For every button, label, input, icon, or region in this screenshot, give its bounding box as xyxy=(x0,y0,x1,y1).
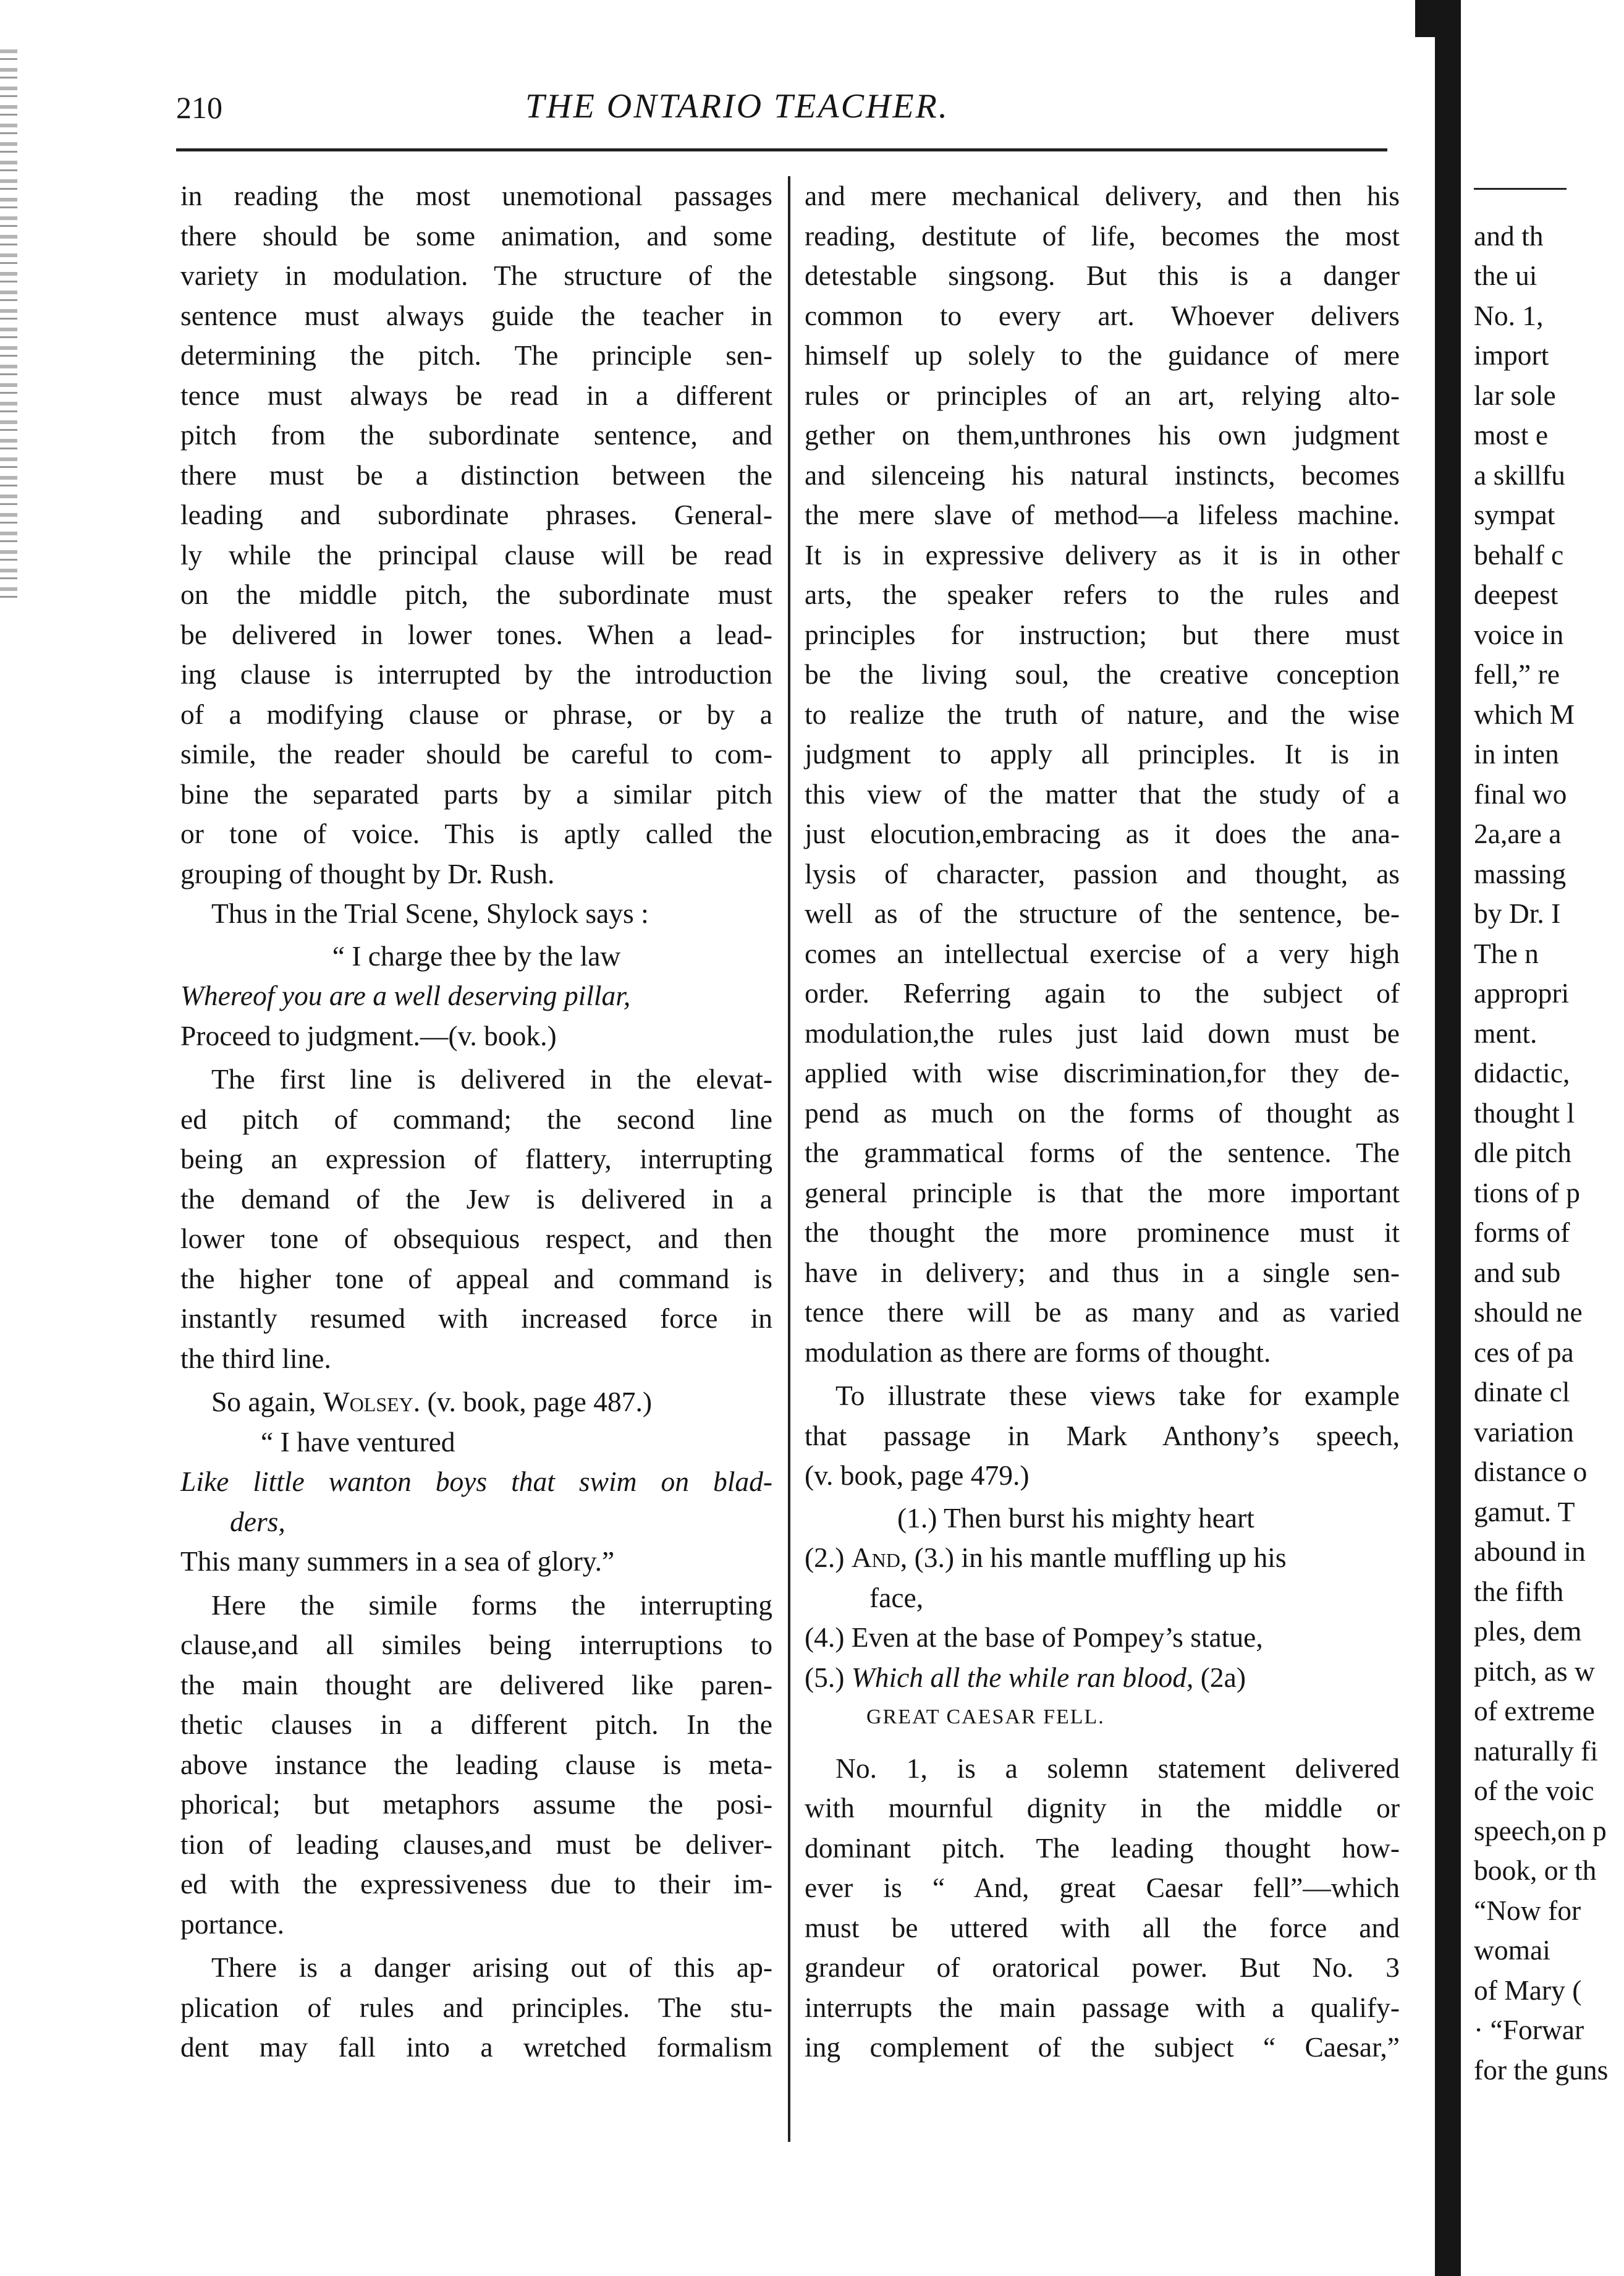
column-rule xyxy=(788,176,790,2142)
text-line: tence there will be as many and as varied xyxy=(805,1296,1400,1328)
text-line: phorical; but metaphors assume the posi- xyxy=(180,1788,772,1820)
fragment-line: dle pitch xyxy=(1474,1137,1571,1168)
text-line: determining the pitch. The principle sen- xyxy=(180,339,772,371)
text-line: the demand of the Jew is delivered in a xyxy=(180,1183,772,1215)
text-line: tence must always be read in a different xyxy=(180,379,772,411)
text-line: comes an intellectual exercise of a very high xyxy=(805,937,1400,969)
fragment-line: distance o xyxy=(1474,1456,1588,1487)
fragment-line: behalf c xyxy=(1474,538,1564,571)
running-title: THE ONTARIO TEACHER. xyxy=(525,87,949,125)
quote-line: “ I charge thee by the law xyxy=(332,940,621,972)
text-line: the higher tone of appeal and command is xyxy=(180,1262,772,1294)
verse-line: GREAT CAESAR FELL. xyxy=(866,1705,1105,1728)
fragment-line: naturally fi xyxy=(1474,1735,1598,1767)
text-line: above instance the leading clause is meta- xyxy=(180,1748,772,1780)
quote-line: “ I have ventured xyxy=(261,1425,455,1458)
fragment-line: abound in xyxy=(1474,1535,1586,1567)
fragment-line: lar sole xyxy=(1474,379,1556,411)
text-line: bine the separated parts by a similar pitch xyxy=(180,778,772,810)
fragment-line: which M xyxy=(1474,698,1575,730)
page-gutter-bar xyxy=(1435,0,1461,2276)
fragment-line: appropri xyxy=(1474,977,1570,1009)
text-line: modulation as there are forms of thought. xyxy=(805,1336,1271,1368)
verse-line xyxy=(805,1658,1400,1698)
binding-edge xyxy=(0,49,17,606)
verse-line: (4.) Even at the base of Pompey’s statue, xyxy=(805,1621,1263,1653)
text-line: ed pitch of command; the second line xyxy=(180,1103,772,1135)
text-line: be delivered in lower tones. When a lead- xyxy=(180,618,772,650)
text-line: the thought the more prominence must it xyxy=(805,1217,1400,1248)
fragment-line: most e xyxy=(1474,419,1549,451)
paragraph-6 xyxy=(180,1948,772,2068)
text-line: grandeur of oratorical power. But No. 3 xyxy=(805,1951,1400,1983)
fragment-line: sympat xyxy=(1474,499,1555,530)
paragraph-2: Thus in the Trial Scene, Shylock says : xyxy=(211,898,649,929)
text-line: plication of rules and principles. The stu- xyxy=(180,1991,772,2023)
page-number: 210 xyxy=(176,90,222,125)
verse-line: face, xyxy=(869,1581,924,1613)
fragment-line: didactic, xyxy=(1474,1057,1570,1089)
paragraph-2 xyxy=(805,1376,1400,1496)
text-line: general principle is that the more important xyxy=(805,1176,1400,1208)
fragment-line: the fifth xyxy=(1474,1575,1564,1607)
fragment-line: of Mary ( xyxy=(1474,1974,1582,2006)
quote-line: ders, xyxy=(230,1505,285,1537)
fragment-line: by Dr. I xyxy=(1474,898,1561,929)
fragment-line: fell,” re xyxy=(1474,658,1560,690)
fragment-line: ment. xyxy=(1474,1017,1537,1049)
text-line: there should be some animation, and some xyxy=(180,219,772,252)
text-span: (2a) xyxy=(1200,1661,1246,1693)
text-line: The first line is delivered in the elevat- xyxy=(211,1063,772,1095)
text-line: dominant pitch. The leading thought how- xyxy=(805,1832,1400,1864)
text-line: ing clause is interrupted by the introduction xyxy=(180,658,772,690)
text-line: being an expression of flattery, interrupting xyxy=(180,1143,772,1174)
fragment-line: ples, dem xyxy=(1474,1615,1582,1647)
fragment-line: variation xyxy=(1474,1416,1574,1448)
text-line: To illustrate these views take for example xyxy=(835,1380,1400,1411)
text-line: leading and subordinate phrases. General- xyxy=(180,499,772,530)
fragment-line: gamut. T xyxy=(1474,1495,1575,1527)
quotation-wolsey xyxy=(180,1422,772,1582)
fragment-line: ces of pa xyxy=(1474,1336,1574,1368)
fragment-line: in inten xyxy=(1474,738,1559,770)
fragment-line: import xyxy=(1474,339,1549,371)
text-line: that passage in Mark Anthony’s speech, xyxy=(805,1419,1400,1451)
verse-number: (5.) xyxy=(805,1661,852,1693)
text-line: applied with wise discrimination,for they de- xyxy=(805,1057,1400,1089)
text-line: dent may fall into a wretched formalism xyxy=(180,2031,772,2063)
fragment-line: of extreme xyxy=(1474,1695,1595,1726)
text-line: pitch from the subordinate sentence, and xyxy=(180,419,772,451)
text-line: this view of the matter that the study of a xyxy=(805,778,1400,810)
text-line: thetic clauses in a different pitch. In the xyxy=(180,1709,772,1740)
fragment-line: and th xyxy=(1474,219,1544,252)
quote-line: Whereof you are a well deserving pillar, xyxy=(180,980,631,1011)
text-line: the mere slave of method—a lifeless machine. xyxy=(805,499,1400,530)
text-line: the third line. xyxy=(180,1342,331,1374)
fragment-line: book, or th xyxy=(1474,1854,1597,1886)
text-line: (v. book, page 479.) xyxy=(805,1459,1030,1491)
text-line: lysis of character, passion and thought, as xyxy=(805,857,1400,890)
text-line: on the middle pitch, the subordinate must xyxy=(180,579,772,610)
text-line: ever is “ And, great Caesar fell”—which xyxy=(805,1872,1400,1903)
text-line: the main thought are delivered like paren- xyxy=(180,1668,772,1701)
right-column xyxy=(805,176,1400,2068)
text-span: (3.) in his mantle muffling up his xyxy=(907,1542,1287,1573)
text-line: just elocution,embracing as it does the ana- xyxy=(805,818,1400,849)
fragment-line: voice in xyxy=(1474,618,1564,650)
text-line: lower tone of obsequious respect, and then xyxy=(180,1223,772,1254)
fragment-line xyxy=(1474,176,1624,216)
text-line: tion of leading clauses,and must be deliver- xyxy=(180,1828,772,1860)
text-line: There is a danger arising out of this ap- xyxy=(211,1951,772,1983)
text-line: grouping of thought by Dr. Rush. xyxy=(180,857,555,890)
text-line: and mere mechanical delivery, and then his xyxy=(805,180,1400,211)
paragraph-1 xyxy=(805,176,1400,1372)
quote-line: Like little wanton boys that swim on blad- xyxy=(180,1466,772,1497)
fragment-line: deepest xyxy=(1474,579,1558,610)
text-line: instantly resumed with increased force in xyxy=(180,1302,772,1334)
fragment-line: final wo xyxy=(1474,778,1567,810)
text-line: there must be a distinction between the xyxy=(180,459,772,491)
text-line: modulation,the rules just laid down must be xyxy=(805,1017,1400,1049)
paragraph-5 xyxy=(180,1586,772,1945)
text-line: himself up solely to the guidance of mere xyxy=(805,339,1400,371)
fragment-line: · “Forwar xyxy=(1474,2014,1584,2045)
text-line: in reading the most unemotional passages xyxy=(180,180,772,211)
fragment-line: forms of xyxy=(1474,1217,1570,1248)
fragment-line: for the guns xyxy=(1474,2053,1609,2086)
text-line: ly while the principal clause will be read xyxy=(180,538,772,571)
text-line: simile, the reader should be careful to com- xyxy=(180,738,772,770)
fragment-line: 2a,are a xyxy=(1474,818,1562,849)
text-line: rules or principles of an art, relying alto- xyxy=(805,379,1400,411)
fragment-line: No. 1, xyxy=(1474,299,1544,331)
fragment-line: and sub xyxy=(1474,1256,1561,1288)
text-span: (v. book, page 487.) xyxy=(420,1386,653,1417)
fragment-line: pitch, as w xyxy=(1474,1655,1595,1687)
fragment-line: The n xyxy=(1474,937,1539,969)
quote-line: This many summers in a sea of glory.” xyxy=(180,1545,615,1577)
fragment-line: speech,on p xyxy=(1474,1814,1607,1846)
fragment-line: “Now for xyxy=(1474,1894,1581,1926)
verse-line: (1.) Then burst his mighty heart xyxy=(897,1501,1254,1534)
text-line: No. 1, is a solemn statement delivered xyxy=(835,1752,1400,1784)
text-line: order. Referring again to the subject of xyxy=(805,977,1400,1009)
paragraph-3 xyxy=(180,1059,772,1378)
text-line: or tone of voice. This is aptly called the xyxy=(180,818,772,849)
text-line: be the living soul, the creative conception xyxy=(805,658,1400,690)
text-line: and silenceing his natural instincts, becomes xyxy=(805,459,1400,491)
verse-quotation xyxy=(805,1498,1400,1738)
fragment-line: a skillfu xyxy=(1474,459,1565,491)
fragment-line: womai xyxy=(1474,1934,1550,1966)
text-line: ing complement of the subject “ Caesar,” xyxy=(805,2031,1400,2063)
neighbor-page-fragment xyxy=(1474,176,1624,2090)
name-wolsey: Wolsey. xyxy=(323,1386,421,1417)
fragment-line: thought l xyxy=(1474,1097,1575,1129)
paragraph-1 xyxy=(180,176,772,894)
text-line: Here the simile forms the interrupting xyxy=(211,1589,772,1621)
text-line: interrupts the main passage with a qualify- xyxy=(805,1991,1400,2023)
text-line: reading, destitute of life, becomes the most xyxy=(805,219,1400,252)
text-line: must be uttered with all the force and xyxy=(805,1911,1400,1943)
text-line: common to every art. Whoever delivers xyxy=(805,299,1400,331)
text-line: arts, the speaker refers to the rules and xyxy=(805,579,1400,610)
text-line: with mournful dignity in the middle or xyxy=(805,1792,1400,1824)
fragment-line: of the voic xyxy=(1474,1775,1594,1806)
left-column xyxy=(180,176,772,2068)
fragment-line: massing xyxy=(1474,857,1567,890)
text-line: judgment to apply all principles. It is in xyxy=(805,738,1400,770)
verse-word-and: And, xyxy=(851,1542,908,1573)
text-line: portance. xyxy=(180,1908,285,1940)
text-line: well as of the structure of the sentence, be- xyxy=(805,898,1400,929)
text-line: clause,and all similes being interruptions to xyxy=(180,1629,772,1660)
quote-line: Proceed to judgment.—(v. book.) xyxy=(180,1019,557,1051)
text-line: gether on them,unthrones his own judgment xyxy=(805,419,1400,451)
text-line: sentence must always guide the teacher in xyxy=(180,299,772,331)
text-span: Which all the while ran blood, xyxy=(851,1661,1194,1693)
text-line: the grammatical forms of the sentence. The xyxy=(805,1137,1400,1168)
header-rule xyxy=(176,148,1387,151)
fragment-line: dinate cl xyxy=(1474,1376,1570,1408)
text-line: to realize the truth of nature, and the wise xyxy=(805,698,1400,730)
paragraph-3 xyxy=(805,1749,1400,2068)
fragment-line: tions of p xyxy=(1474,1176,1580,1208)
text-line: ed with the expressiveness due to their im- xyxy=(180,1868,772,1900)
text-line: detestable singsong. But this is a danger xyxy=(805,260,1400,291)
text-line: of a modifying clause or phrase, or by a xyxy=(180,698,772,730)
fragment-line: the ui xyxy=(1474,260,1537,291)
text-span: So again, xyxy=(211,1386,323,1417)
verse-number: (2.) xyxy=(805,1542,852,1573)
text-line: pend as much on the forms of thought as xyxy=(805,1097,1400,1129)
fragment-line: should ne xyxy=(1474,1296,1583,1328)
verse-line xyxy=(805,1538,1400,1578)
text-line: have in delivery; and thus in a single sen- xyxy=(805,1256,1400,1288)
paragraph-4 xyxy=(180,1382,772,1422)
text-line: variety in modulation. The structure of the xyxy=(180,260,772,291)
quotation-shylock xyxy=(180,936,772,1056)
text-line: It is in expressive delivery as it is in other xyxy=(805,538,1400,571)
text-line: principles for instruction; but there must xyxy=(805,618,1400,650)
